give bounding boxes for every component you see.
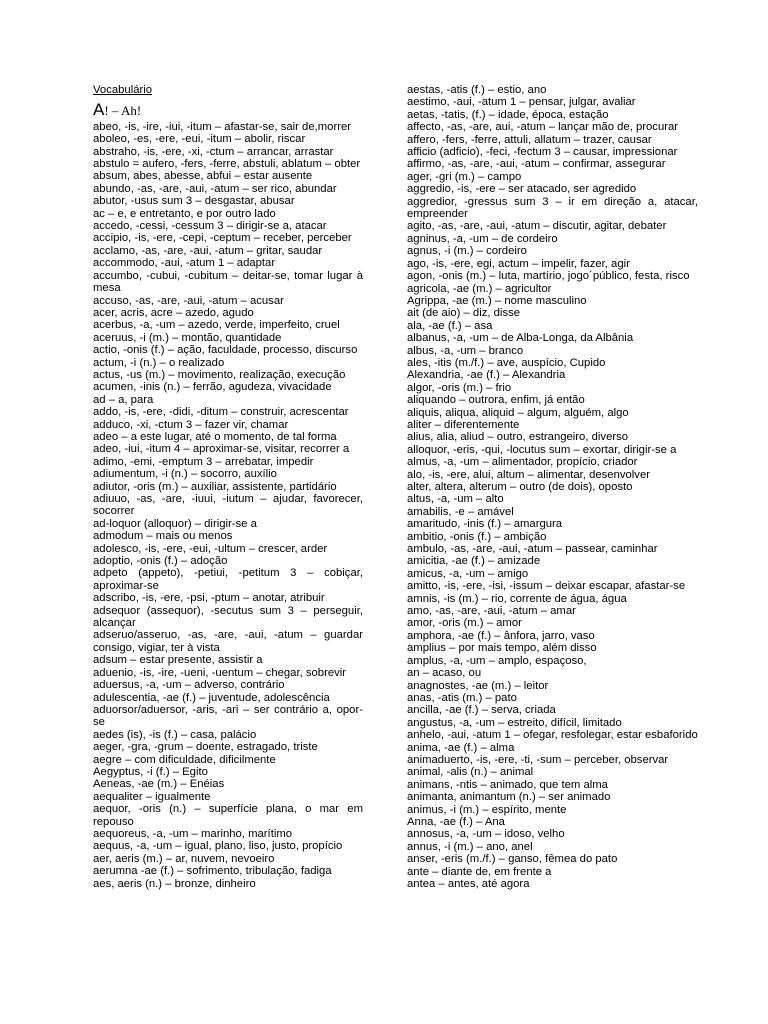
vocab-entry: accedo, -cessi, -cessum 3 – dirigir-se a, atacar (93, 220, 327, 233)
vocab-entry: accommodo, -aui, -atum 1 – adaptar (93, 257, 276, 270)
vocab-entry: accipio, -is, -ere, -cepi, -ceptum – receber, perceber (93, 232, 352, 245)
vocab-entry: Alexandria, -ae (f.) – Alexandria (407, 369, 566, 382)
vocab-entry: animans, -ntis – animado, que tem alma (407, 778, 608, 791)
vocab-entry: agnus, -i (m.) – cordeiro (407, 245, 527, 258)
vocab-entry: amphora, -ae (f.) – ânfora, jarro, vaso (407, 629, 595, 642)
vocab-entry: addo, -is, -ere, -didi, -ditum – construir, acrescentar (93, 406, 349, 419)
vocab-entry: aestimo, -aui, -atum 1 – pensar, julgar, avaliar (407, 96, 636, 109)
vocab-entry: abutor, -usus sum 3 – desgastar, abusar (93, 195, 295, 208)
vocab-entry: algor, -oris (m.) – frio (407, 381, 512, 394)
vocab-entry: ales, -itis (m./f.) – ave, auspício, Cupido (407, 356, 606, 369)
vocab-entry: aer, aeris (m.) – ar, nuvem, nevoeiro (93, 852, 275, 865)
vocab-entry: affero, -fers, -ferre, attuli, allatum – trazer, causar (407, 133, 652, 146)
vocab-entry: aliter – diferentemente (407, 418, 520, 431)
vocab-entry: aequus, -a, -um – igual, plano, liso, justo, propício (93, 840, 343, 853)
vocab-entry: adulescentia, -ae (f.) – juventude, adolescência (93, 691, 330, 704)
vocab-entry: aggredior, -gressus sum 3 – ir em direção a, atacar, empreender (407, 195, 698, 221)
vocab-entry: ad-loquor (alloquor) – dirigir-se a (93, 517, 257, 530)
vocab-entry: anagnostes, -ae (m.) – leitor (407, 679, 549, 692)
vocab-entry: ac – e, e entretanto, e por outro lado (93, 207, 276, 220)
vocab-entry: adiuuo, -as, -are, -iuui, -iutum – ajudar, favorecer, socorrer (93, 493, 363, 518)
vocab-entry: actus, -us (m.) – movimento, realização, execução (93, 368, 346, 381)
vocab-entry: actio, -onis (f.) – ação, faculdade, processo, discurso (93, 344, 358, 357)
vocab-entry: ait (de aio) – diz, disse (407, 307, 521, 320)
vocab-entry: Aeneas, -ae (m.) – Enéias (93, 778, 225, 791)
vocab-entry: agricola, -ae (m.) – agricultor (407, 282, 552, 295)
vocab-entry: animaduerto, -is, -ere, -ti, -sum – perceber, observar (407, 753, 669, 766)
vocab-entry: aes, aeris (n.) – bronze, dinheiro (93, 877, 256, 890)
vocab-entry: ager, -gri (m.) – campo (407, 170, 522, 183)
vocab-entry: abstulo = aufero, -fers, -ferre, abstuli, ablatum – obter (93, 158, 361, 171)
vocab-entry: anima, -ae (f.) – alma (407, 741, 515, 754)
vocab-entry: albus, -a, -um – branco (407, 344, 524, 357)
vocab-entry: anas, -atis (m.) – pato (407, 691, 517, 704)
letter-heading (93, 100, 363, 120)
vocab-entry: annus, -i (m.) – ano, anel (407, 840, 533, 853)
vocab-entry: ala, -ae (f.) – asa (407, 319, 493, 332)
vocab-entry: an – acaso, ou (407, 667, 482, 680)
vocab-entry: admodum – mais ou menos (93, 530, 233, 543)
vocab-entry: adolesco, -is, -ere, -eui, -ultum – crescer, arder (93, 542, 328, 555)
vocab-entry: aggredio, -is, -ere – ser atacado, ser agredido (407, 183, 637, 196)
left-entry-list (93, 121, 363, 890)
vocab-entry: adoptio, -onis (f.) – adoção (93, 555, 228, 568)
vocab-entry: amicus, -a, -um – amigo (407, 567, 529, 580)
vocab-entry: amaritudo, -inis (f.) – amargura (407, 518, 563, 531)
section-letter: A (93, 100, 105, 120)
vocab-entry: animal, -alis (n.) – animal (407, 766, 534, 779)
vocab-entry: aduenio, -is, -ire, -ueni, -uentum – chegar, sobrevir (93, 666, 347, 679)
page-title: Vocabulário (93, 84, 153, 96)
vocab-entry: adscribo, -is, -ere, -psi, -ptum – anotar, atribuir (93, 592, 325, 605)
vocab-entry: amnis, -is (m.) – rio, corrente de água, água (407, 592, 627, 605)
vocab-entry: accuso, -as, -are, -aui, -atum – acusar (93, 294, 284, 307)
vocab-entry: annosus, -a, -um – idoso, velho (407, 828, 565, 841)
vocab-entry: absum, abes, abesse, abfui – estar ausente (93, 170, 313, 183)
vocab-entry: albanus, -a, -um – de Alba-Longa, da Albânia (407, 332, 634, 345)
vocab-entry: adiumentum, -i (n.) – socorro, auxílio (93, 468, 277, 481)
vocab-entry: affirmo, -as, -are, -aui, -atum – confirmar, assegurar (407, 158, 666, 171)
vocab-entry: accumbo, -cubui, -cubitum – deitar-se, tomar lugar à mesa (93, 269, 363, 295)
vocab-entry: aeger, -gra, -grum – doente, estragado, triste (93, 741, 318, 754)
vocab-entry: aduersus, -a, -um – adverso, contrário (93, 679, 285, 692)
vocab-entry: Aegyptus, -i (f.) – Egito (93, 765, 208, 778)
vocab-entry: aestas, -atis (f.) – estio, ano (407, 84, 547, 96)
vocab-entry: abstraho, -is, -ere, -xi, -ctum – arrancar, arrastar (93, 145, 334, 158)
vocab-entry: amitto, -is, -ere, -isi, -issum – deixar escapar, afastar-se (407, 580, 686, 593)
vocab-entry: alo, -is, -ere, alui, altum – alimentar, desenvolver (407, 468, 650, 481)
vocab-entry: aceruus, -i (m.) – montão, quantidade (93, 331, 282, 344)
vocab-entry: ambulo, -as, -are, -aui, -atum – passear, caminhar (407, 543, 658, 556)
vocab-entry: adiutor, -oris (m.) – auxiliar, assistente, partidário (93, 480, 337, 493)
vocab-entry: aegre – com dificuldade, dificilmente (93, 753, 276, 766)
vocab-entry: amabilis, -e – amável (407, 505, 514, 518)
vocab-entry: agito, -as, -are, -aui, -atum – discutir, agitar, debater (407, 220, 667, 233)
vocab-entry: affecto, -as, -are, aui, -atum – lançar mão de, procurar (407, 121, 679, 134)
vocab-entry: anhelo, -aui, -atum 1 – ofegar, resfolegar, estar esbaforido (407, 729, 698, 742)
vocab-entry: aboleo, -es, -ere, -eui, -itum – abolir, riscar (93, 133, 306, 146)
vocab-entry: ambitio, -onis (f.) – ambição (407, 530, 547, 543)
right-column (407, 84, 698, 890)
vocab-entry: alius, alia, aliud – outro, estrangeiro, diverso (407, 431, 629, 444)
vocab-entry: ago, -is, -ere, egi, actum – impelir, fazer, agir (407, 257, 630, 270)
vocab-entry: ante – diante de, em frente a (407, 865, 552, 878)
vocab-entry: angustus, -a, -um – estreito, difícil, limitado (407, 716, 622, 729)
vocab-entry: anser, -eris (m./f.) – ganso, fêmea do pato (407, 853, 618, 866)
vocab-entry: adeo, -iui, -itum 4 – aproximar-se, visitar, recorrer a (93, 443, 350, 456)
vocab-entry: altus, -a, -um – alto (407, 493, 504, 506)
vocab-entry: adsum – estar presente, assistir a (93, 654, 263, 667)
vocab-entry: alloquor, -eris, -qui, -locutus sum – exortar, dirigir-se a (407, 443, 677, 456)
vocab-entry: adeo – a este lugar, até o momento, de tal forma (93, 430, 337, 443)
vocab-entry: acclamo, -as, -are, -aui, -atum – gritar, saudar (93, 244, 323, 257)
vocab-entry: amplus, -a, -um – amplo, espaçoso, (407, 654, 587, 667)
vocab-entry: amor, -oris (m.) – amor (407, 617, 522, 630)
vocab-entry: aliquando – outrora, enfim, já então (407, 394, 585, 407)
vocab-entry: acerbus, -a, -um – azedo, verde, imperfeito, cruel (93, 319, 340, 332)
vocab-entry: adseruo/asseruo, -as, -are, -aui, -atum – guardar consigo, vigiar, ter à vista (93, 629, 363, 654)
vocab-entry: agninus, -a, -um – de cordeiro (407, 232, 558, 245)
vocab-entry: Anna, -ae (f.) – Ana (407, 815, 505, 828)
vocab-entry: adduco, -xi, -ctum 3 – fazer vir, chamar (93, 418, 289, 431)
vocab-entry: aduorsor/aduersor, -aris, -ari – ser contrário a, opor-se (93, 703, 363, 729)
vocab-entry: agon, -onis (m.) – luta, martírio, jogo´público, festa, risco (407, 270, 690, 283)
vocab-entry: ancilla, -ae (f.) – serva, criada (407, 704, 556, 717)
vocab-entry: aequor, -oris (n.) – superfície plana, o mar em repouso (93, 803, 363, 828)
vocab-entry: actum, -i (n.) – o realizado (93, 356, 225, 369)
vocab-entry: abeo, -is, -ire, -iui, -itum – afastar-se, sair de,morrer (93, 120, 352, 133)
vocab-entry: acumen, -inis (n.) – ferrão, agudeza, vivacidade (93, 381, 332, 394)
vocab-entry: amo, -as, -are, -aui, -atum – amar (407, 605, 576, 618)
left-column (93, 84, 363, 890)
vocab-entry: aequoreus, -a, -um – marinho, marítimo (93, 827, 293, 840)
vocab-entry: amicitia, -ae (f.) – amizade (407, 555, 541, 568)
vocab-entry: antea – antes, até agora (407, 878, 530, 890)
vocab-entry: almus, -a, -um – alimentador, propício, criador (407, 456, 638, 469)
vocab-entry: aequaliter – igualmente (93, 790, 211, 803)
vocab-entry: alter, altera, alterum – outro (de dois), oposto (407, 481, 633, 493)
vocab-entry: aetas, -tatis, (f.) – idade, época, estação (407, 108, 609, 121)
vocab-entry: Agrippa, -ae (m.) – nome masculino (407, 294, 587, 307)
vocab-entry: animanta, animantum (n.) – ser animado (407, 791, 611, 804)
vocab-entry: adsequor (assequor), -secutus sum 3 – perseguir, alcançar (93, 604, 363, 630)
vocab-entry: adimo, -emi, -emptum 3 – arrebatar, impedir (93, 455, 314, 468)
right-entry-list (407, 84, 698, 890)
vocab-entry: aliquis, aliqua, aliquid – algum, alguém, algo (407, 406, 629, 419)
vocab-entry: aedes (is), -is (f.) – casa, palácio (93, 728, 257, 741)
vocab-entry: abundo, -as, -are, -aui, -atum – ser rico, abundar (93, 182, 337, 195)
vocab-entry: ad – a, para (93, 393, 154, 406)
vocab-entry: acer, acris, acre – azedo, agudo (93, 306, 254, 319)
vocab-entry: afficio (adficio), -feci, -fectum 3 – causar, impressionar (407, 146, 678, 159)
vocab-entry: animus, -i (m.) – espírito, mente (407, 803, 567, 816)
section-letter-rest: ! – Ah! (104, 103, 142, 119)
vocab-entry: amplius – por mais tempo, além disso (407, 642, 597, 655)
vocab-entry: aerumna -ae (f.) – sofrimento, tribulação, fadiga (93, 865, 332, 878)
vocab-entry: adpeto (appeto), -petiui, -petitum 3 – cobiçar, aproximar-se (93, 567, 363, 592)
